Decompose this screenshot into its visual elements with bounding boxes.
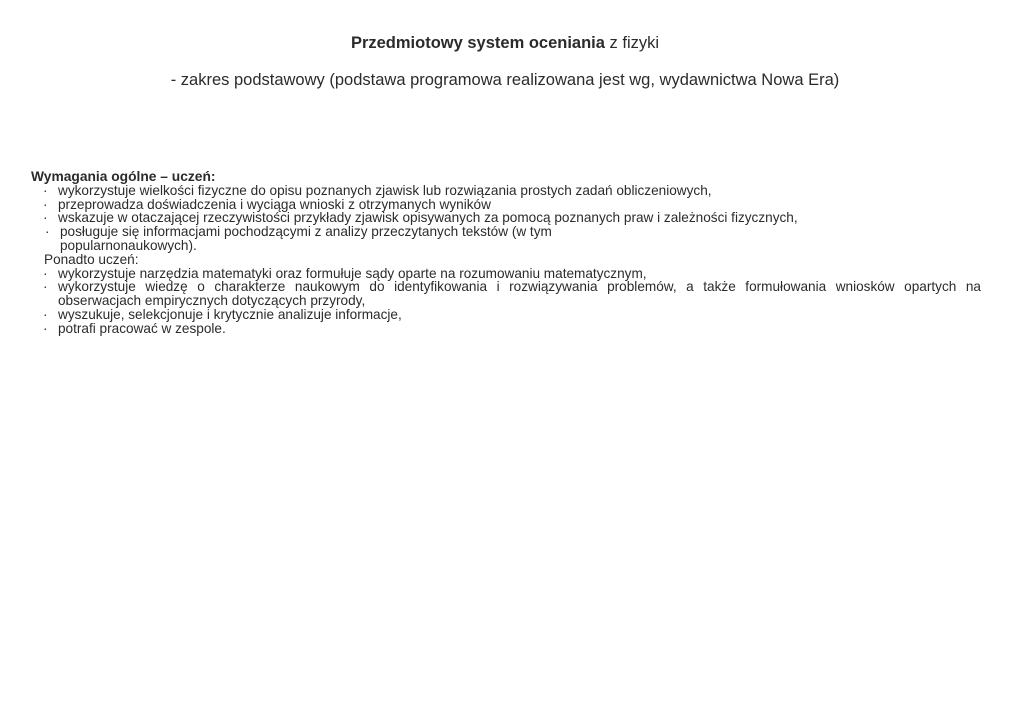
bullet-icon: · bbox=[43, 306, 48, 322]
list-item-text: wskazuje w otaczającej rzeczywistości przykłady zjawisk opisywanych za pomocą poznanych praw i zależności fizycznych, bbox=[58, 210, 798, 226]
list-item bbox=[31, 225, 630, 253]
additional-requirements-heading: Ponadto uczeń: bbox=[44, 251, 139, 267]
requirements-heading: Wymagania ogólne – uczeń: bbox=[31, 169, 216, 184]
bullet-icon: · bbox=[43, 265, 48, 281]
bullet-icon: · bbox=[45, 224, 50, 240]
list-item bbox=[31, 184, 981, 198]
list-item bbox=[31, 308, 981, 322]
bullet-icon: · bbox=[43, 279, 48, 295]
list-item bbox=[31, 322, 981, 336]
list-item-text: wyszukuje, selekcjonuje i krytycznie analizuje informacje, bbox=[58, 306, 402, 322]
list-item-text: wykorzystuje narzędzia matematyki oraz formułuje sądy oparte na rozumowaniu matematycznym, bbox=[58, 265, 647, 281]
requirements-section bbox=[31, 170, 981, 336]
bullet-icon: · bbox=[43, 320, 48, 336]
list-item-text: wykorzystuje wielkości fizyczne do opisu poznanych zjawisk lub rozwiązania prostych zadań obliczeniowych, bbox=[58, 182, 712, 198]
list-item bbox=[31, 198, 981, 212]
list-item-text: posługuje się informacjami pochodzącymi z analizy przeczytanych tekstów (w tym popularnonaukowych). bbox=[60, 224, 552, 253]
document-subtitle: - zakres podstawowy (podstawa programowa realizowana jest wg, wydawnictwa Nowa Era) bbox=[170, 71, 840, 89]
additional-requirements-list bbox=[31, 267, 981, 336]
bullet-icon: · bbox=[43, 210, 48, 226]
document-title bbox=[0, 33, 1010, 53]
title-main: Przedmiotowy system oceniania bbox=[350, 34, 605, 52]
list-item-text: przeprowadza doświadczenia i wyciąga wnioski z otrzymanych wyników bbox=[58, 196, 491, 212]
list-item-text: wykorzystuje wiedzę o charakterze naukowym do identyfikowania i rozwiązywania problemów, a także formułowania wniosków opartych na obserwacjach empirycznych dotyczących przyrody, bbox=[58, 279, 981, 309]
list-item-text: potrafi pracować w zespole. bbox=[58, 320, 226, 336]
general-requirements-list bbox=[31, 184, 981, 253]
list-item bbox=[31, 211, 981, 225]
bullet-icon: · bbox=[43, 196, 48, 212]
list-item bbox=[31, 267, 981, 281]
list-item bbox=[31, 280, 981, 308]
bullet-icon: · bbox=[43, 182, 48, 198]
title-subject: z fizyki bbox=[604, 34, 660, 52]
